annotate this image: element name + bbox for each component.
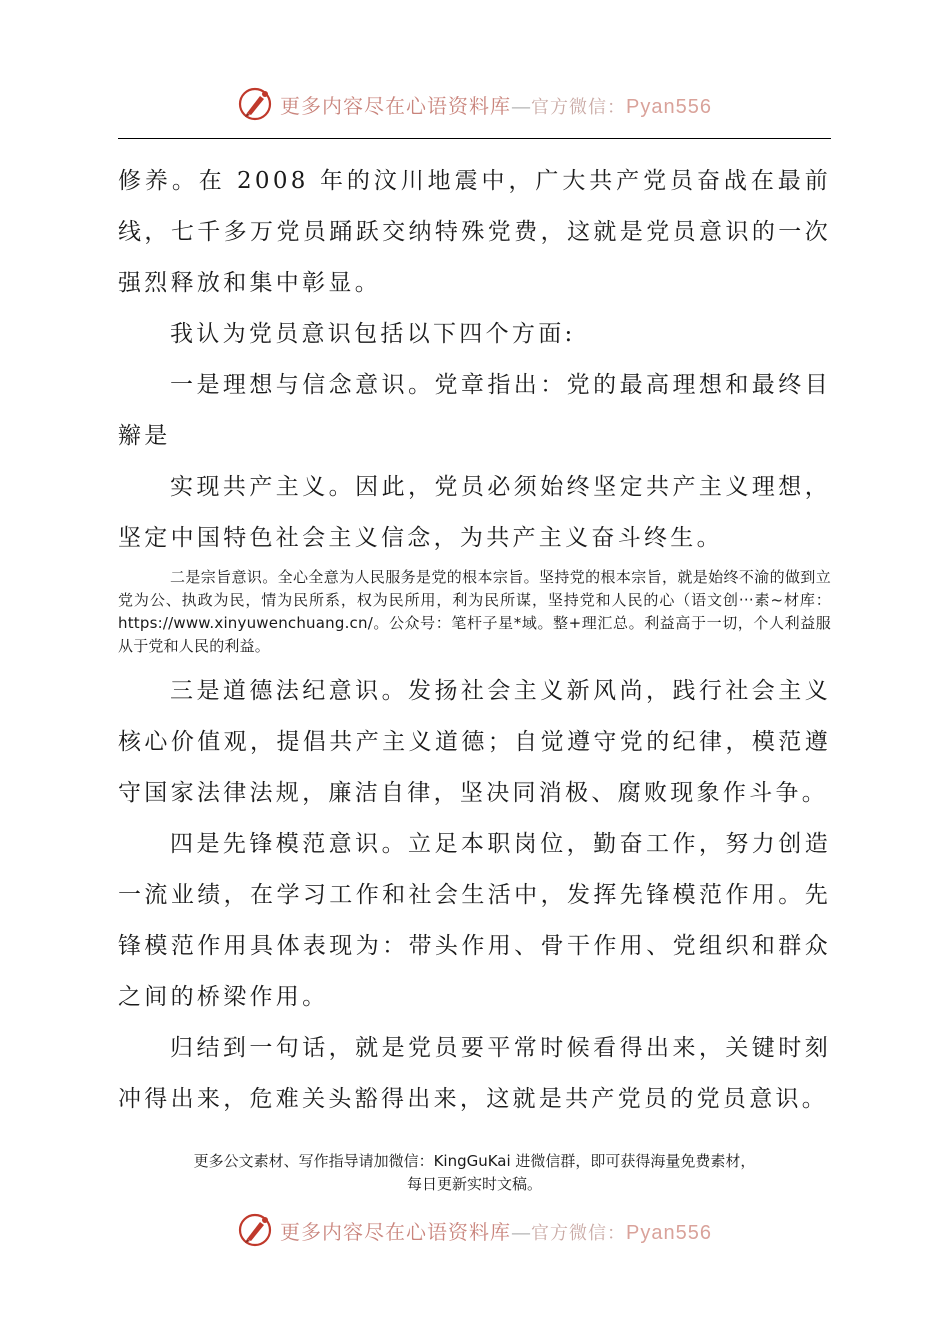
pen-logo-icon — [238, 1212, 274, 1248]
site-name: 更多内容尽在心语资料库 — [280, 1219, 512, 1244]
wechat-label: 官方微信： — [531, 96, 627, 118]
paragraph-3: 一是理想与信念意识。党章指出：党的最高理想和最终目辮是 — [118, 372, 831, 449]
banner-text — [280, 1216, 712, 1245]
paragraph-7: 四是先锋模范意识。立足本职岗位，勤奋工作，努力创造一流业绩，在学习工作和社会生活中，发挥先锋模范作用。先锋模范作用具体表现为：带头作用、骨干作用、党组织和群众之间的桥梁作用。 — [118, 831, 831, 1010]
paragraph-5: 二是宗旨意识。全心全意为人民服务是党的根本宗旨。坚持党的根本宗旨，就是始终不渝的做到立党为公、执政为民，情为民所系，权为民所用，利为民所谋，坚持党和人民的心（语文创···素~材库：https://www.xinyuwenchuang.cn/。公众号：笔杆子星*域。整+理汇总。利益高于一切，个人利益服从于党和人民的利益。 — [118, 568, 831, 655]
banner-dash: — — [511, 1219, 532, 1244]
footer-line-2: 每日更新实时文稿。 — [406, 1175, 542, 1193]
wechat-label: 官方微信： — [531, 1222, 627, 1244]
footer-banner — [0, 1208, 950, 1252]
paragraph-4: 实现共产主义。因此，党员必须始终坚定共产主义理想，坚定中国特色社会主义信念，为共产主义奋斗终生。 — [118, 474, 831, 551]
site-name: 更多内容尽在心语资料库 — [280, 93, 512, 118]
article-body — [118, 156, 831, 1125]
header-divider — [118, 138, 831, 139]
wechat-id: Pyan556 — [626, 1221, 712, 1244]
header-banner — [0, 82, 950, 126]
wechat-id: Pyan556 — [626, 95, 712, 118]
banner-dash: — — [511, 93, 532, 118]
footer-line-1: 更多公文素材、写作指导请加微信：KingGuKai 进微信群，即可获得海量免费素材， — [193, 1152, 756, 1170]
pen-logo-icon — [238, 86, 274, 122]
banner-text — [280, 90, 712, 119]
paragraph-8: 归结到一句话，就是党员要平常时候看得出来，关键时刻冲得出来，危难关头豁得出来，这就是共产党员的党员意识。 — [118, 1035, 831, 1112]
paragraph-6: 三是道德法纪意识。发扬社会主义新风尚，践行社会主义核心价值观，提倡共产主义道德；自觉遵守党的纪律，模范遵守国家法律法规，廉洁自律，坚决同消极、腐败现象作斗争。 — [118, 678, 831, 806]
footer-note — [118, 1150, 831, 1196]
paragraph-1: 修养。在 2008 年的汶川地震中，广大共产党员奋战在最前线，七千多万党员踊跃交纳特殊党费，这就是党员意识的一次强烈释放和集中彰显。 — [118, 168, 831, 296]
paragraph-2: 我认为党员意识包括以下四个方面: — [170, 321, 576, 347]
